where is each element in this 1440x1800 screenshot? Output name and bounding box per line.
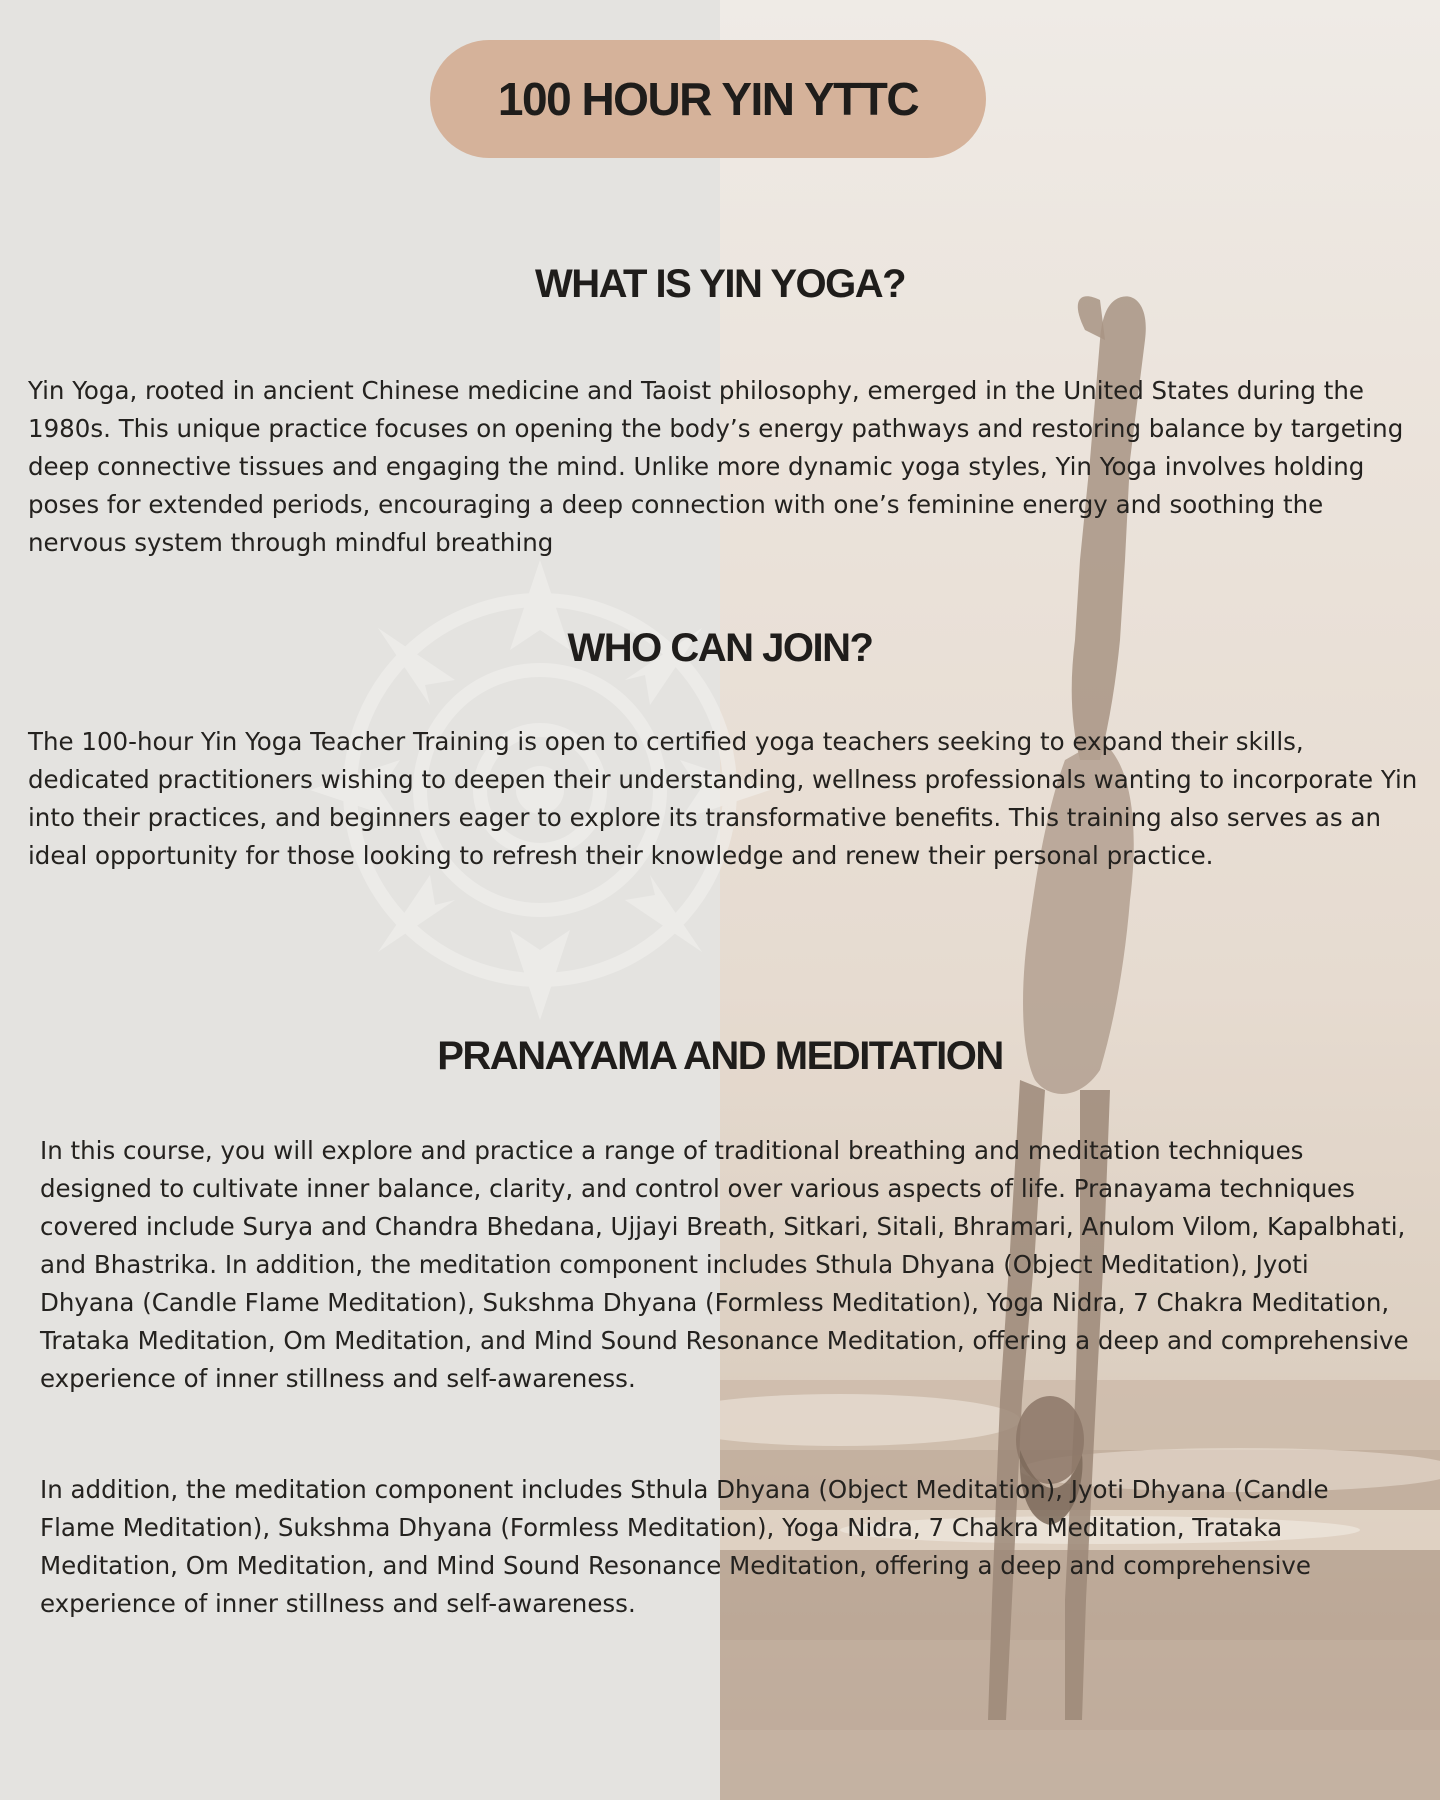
section-paragraph-who-can-join: The 100-hour Yin Yoga Teacher Training is open to certified yoga teachers seeking to expand their skills, dedicated practitioners wishing to deepen their understanding, wellness professionals wanting to incorporate Yin into their practices, and beginners eager to explore its transformative benefits. This training also serves as an ideal opportunity for those looking to refresh their knowledge and renew their personal practice. <box>28 727 1418 870</box>
section-paragraph-meditation-details: In addition, the meditation component includes Sthula Dhyana (Object Meditation), Jyoti Dhyana (Candle Flame Meditation), Sukshma Dhyana (Formless Meditation), Yoga Nidra, 7 Chakra Meditation, Trataka Meditation, Om Meditation, and Mind Sound Resonance Meditation, offering a deep and comprehensive experience of inner stillness and self-awareness. <box>40 1475 1329 1618</box>
section-heading-what-is-yin-yoga: WHAT IS YIN YOGA? <box>534 262 906 306</box>
page-title: 100 HOUR YIN YTTC <box>430 40 986 158</box>
section-heading-pranayama-and-meditation: PRANAYAMA AND MEDITATION <box>437 1034 1003 1078</box>
section-paragraph-pranayama-intro: In this course, you will explore and practice a range of traditional breathing and meditation techniques designed to cultivate inner balance, clarity, and control over various aspects of life. Pranayama techniques covered include Surya and Chandra Bhedana, Ujjayi Breath, Sitkari, Sitali, Bhramari, Anulom Vilom, Kapalbhati, and Bhastrika. In addition, the meditation component includes Sthula Dhyana (Object Meditation), Jyoti Dhyana (Candle Flame Meditation), Sukshma Dhyana (Formless Meditation), Yoga Nidra, 7 Chakra Meditation, Trataka Meditation, Om Meditation, and Mind Sound Resonance Meditation, offering a deep and comprehensive experience of inner stillness and self-awareness. <box>40 1136 1409 1393</box>
section-paragraph-what-is-yin-yoga: Yin Yoga, rooted in ancient Chinese medicine and Taoist philosophy, emerged in the United States during the 1980s. This unique practice focuses on opening the body’s energy pathways and restoring balance by targeting deep connective tissues and engaging the mind. Unlike more dynamic yoga styles, Yin Yoga involves holding poses for extended periods, encouraging a deep connection with one’s feminine energy and soothing the nervous system through mindful breathing <box>28 376 1404 557</box>
section-heading-who-can-join: WHO CAN JOIN? <box>567 626 873 670</box>
